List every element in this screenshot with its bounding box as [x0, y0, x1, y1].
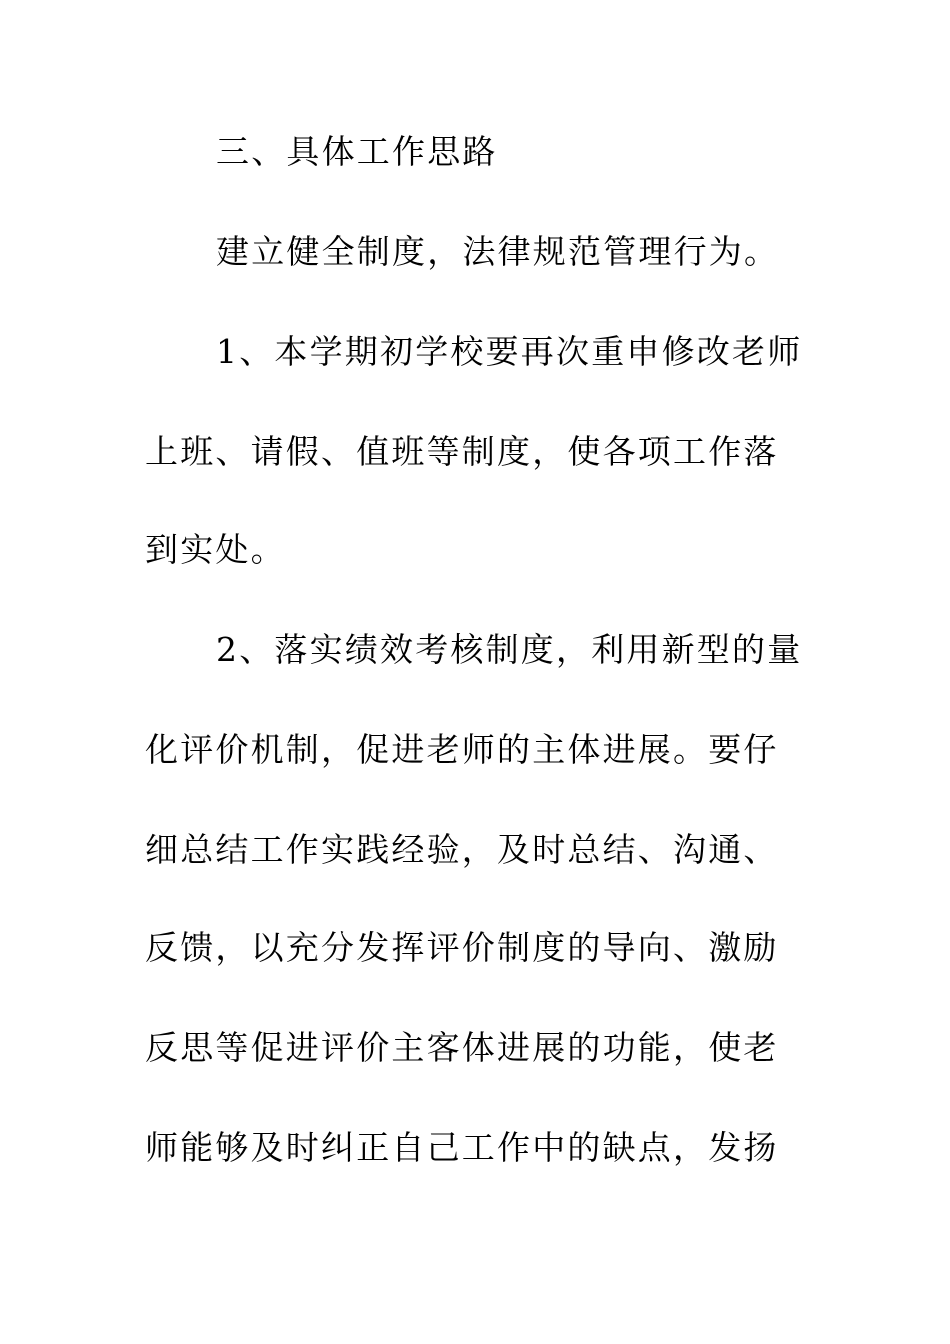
paragraph-2-line-2: 化评价机制，促进老师的主体进展。要仔 [145, 730, 779, 769]
section-heading: 三、具体工作思路 [216, 132, 498, 171]
paragraph-2-line-4: 反馈，以充分发挥评价制度的导向、激励 [145, 928, 779, 967]
paragraph-2-line-1: 2、落实绩效考核制度，利用新型的量 [216, 630, 803, 669]
paragraph-1-line-3: 到实处。 [145, 530, 286, 569]
lead-sentence: 建立健全制度，法律规范管理行为。 [216, 232, 780, 271]
paragraph-1-line-2: 上班、请假、值班等制度，使各项工作落 [145, 432, 779, 471]
paragraph-2-line-3: 细总结工作实践经验，及时总结、沟通、 [145, 830, 779, 869]
paragraph-2-line-6: 师能够及时纠正自己工作中的缺点，发扬 [145, 1128, 779, 1167]
paragraph-2-line-5: 反思等促进评价主客体进展的功能，使老 [145, 1028, 779, 1067]
paragraph-1-line-1: 1、本学期初学校要再次重申修改老师 [216, 332, 803, 371]
